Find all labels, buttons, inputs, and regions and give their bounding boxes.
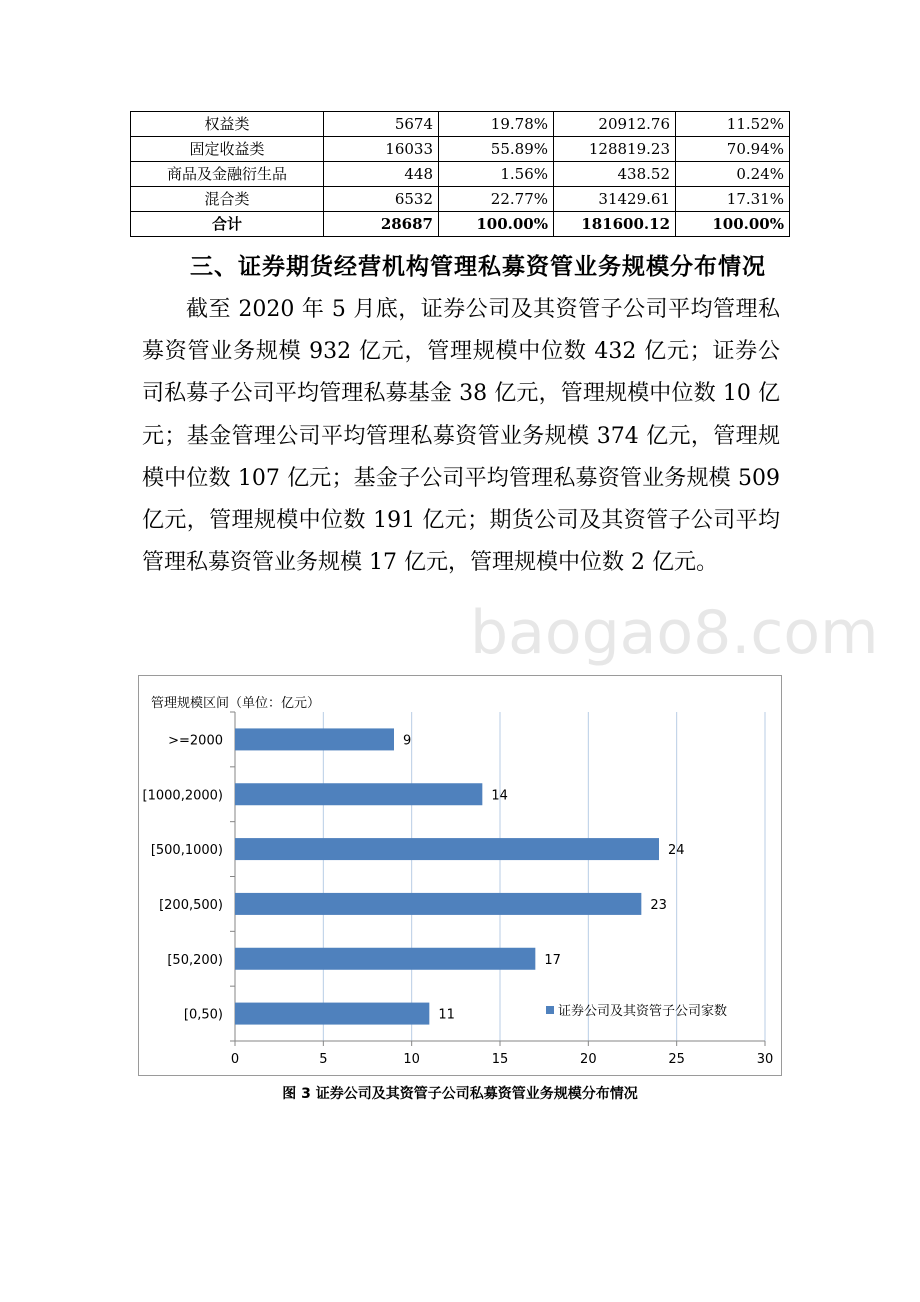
asset-class-table-body <box>131 112 790 237</box>
chart-category-label: >=2000 <box>168 733 223 749</box>
chart-bar <box>235 838 659 860</box>
table-row <box>131 187 790 212</box>
chart-data-label: 17 <box>544 952 561 968</box>
chart-category-label: [1000,2000) <box>142 788 223 804</box>
table-cell-scale: 31429.61 <box>554 187 676 212</box>
chart-bar <box>235 948 535 970</box>
table-cell-scale-pct: 11.52% <box>676 112 790 137</box>
table-cell-category: 混合类 <box>131 187 324 212</box>
table-cell-count: 6532 <box>324 187 439 212</box>
table-row <box>131 162 790 187</box>
chart-bar <box>235 893 641 915</box>
chart-x-tick-label: 30 <box>756 1052 774 1067</box>
chart-bar <box>235 1003 429 1025</box>
table-cell-count-pct: 100.00% <box>439 212 554 237</box>
table-cell-category: 合计 <box>131 212 324 237</box>
chart-category-label: [50,200) <box>167 952 223 968</box>
table-cell-count-pct: 22.77% <box>439 187 554 212</box>
chart-category-label: [500,1000) <box>150 843 223 859</box>
table-cell-count: 28687 <box>324 212 439 237</box>
chart-category-label: [0,50) <box>183 1007 223 1023</box>
table-cell-count-pct: 19.78% <box>439 112 554 137</box>
table-cell-count: 16033 <box>324 137 439 162</box>
chart-data-label: 24 <box>668 843 685 859</box>
chart-bar <box>235 783 482 805</box>
table-cell-category: 商品及金融衍生品 <box>131 162 324 187</box>
chart-x-tick-label: 15 <box>491 1052 509 1067</box>
figure-caption: 图 3 证券公司及其资管子公司私募资管业务规模分布情况 <box>282 1086 638 1102</box>
table-cell-scale: 128819.23 <box>554 137 676 162</box>
chart-svg <box>139 676 783 1077</box>
table-cell-scale-pct: 17.31% <box>676 187 790 212</box>
table-cell-count-pct: 1.56% <box>439 162 554 187</box>
chart-x-tick-label: 10 <box>403 1052 420 1067</box>
watermark: baogao8.com <box>470 598 879 668</box>
chart-data-label: 14 <box>491 788 508 804</box>
chart-axis-title: 管理规模区间（单位：亿元） <box>151 696 321 711</box>
section-heading: 三、证券期货经营机构管理私募资管业务规模分布情况 <box>190 254 766 280</box>
chart-bar <box>235 728 394 750</box>
body-paragraph: 截至 2020 年 5 月底，证券公司及其资管子公司平均管理私募资管业务规模 932 亿元，管理规模中位数 432 亿元；证券公司私募子公司平均管理私募基金 38 亿元，管理规模中位数 10 亿元；基金管理公司平均管理私募资管业务规模 374 亿元，管理规模中位数 107 亿元；基金子公司平均管理私募资管业务规模 509 亿元，管理规模中位数 191 亿元；期货公司及其资管子公司平均管理私募资管业务规模 17 亿元，管理规模中位数 2 亿元。 <box>142 297 780 576</box>
table-cell-count-pct: 55.89% <box>439 137 554 162</box>
chart-category-label: [200,500) <box>159 897 223 913</box>
table-cell-count: 5674 <box>324 112 439 137</box>
chart-legend-swatch <box>546 1006 554 1014</box>
chart-data-label: 9 <box>403 733 412 749</box>
table-cell-scale: 20912.76 <box>554 112 676 137</box>
chart-data-label: 11 <box>438 1007 455 1023</box>
table-cell-category: 权益类 <box>131 112 324 137</box>
table-row <box>131 137 790 162</box>
chart-x-tick-label: 25 <box>668 1052 685 1067</box>
table-cell-scale-pct: 100.00% <box>676 212 790 237</box>
table-total-row <box>131 212 790 237</box>
table-cell-count: 448 <box>324 162 439 187</box>
asset-class-table <box>130 111 790 237</box>
chart-x-tick-label: 0 <box>230 1052 240 1067</box>
chart-x-tick-label: 20 <box>580 1052 597 1067</box>
chart-legend-label: 证券公司及其资管子公司家数 <box>558 1004 728 1019</box>
table-row <box>131 112 790 137</box>
bar-chart <box>138 675 782 1076</box>
chart-x-tick-label: 5 <box>319 1052 328 1067</box>
chart-data-label: 23 <box>650 897 667 913</box>
table-cell-scale-pct: 0.24% <box>676 162 790 187</box>
table-cell-scale-pct: 70.94% <box>676 137 790 162</box>
table-cell-category: 固定收益类 <box>131 137 324 162</box>
table-cell-scale: 438.52 <box>554 162 676 187</box>
table-cell-scale: 181600.12 <box>554 212 676 237</box>
